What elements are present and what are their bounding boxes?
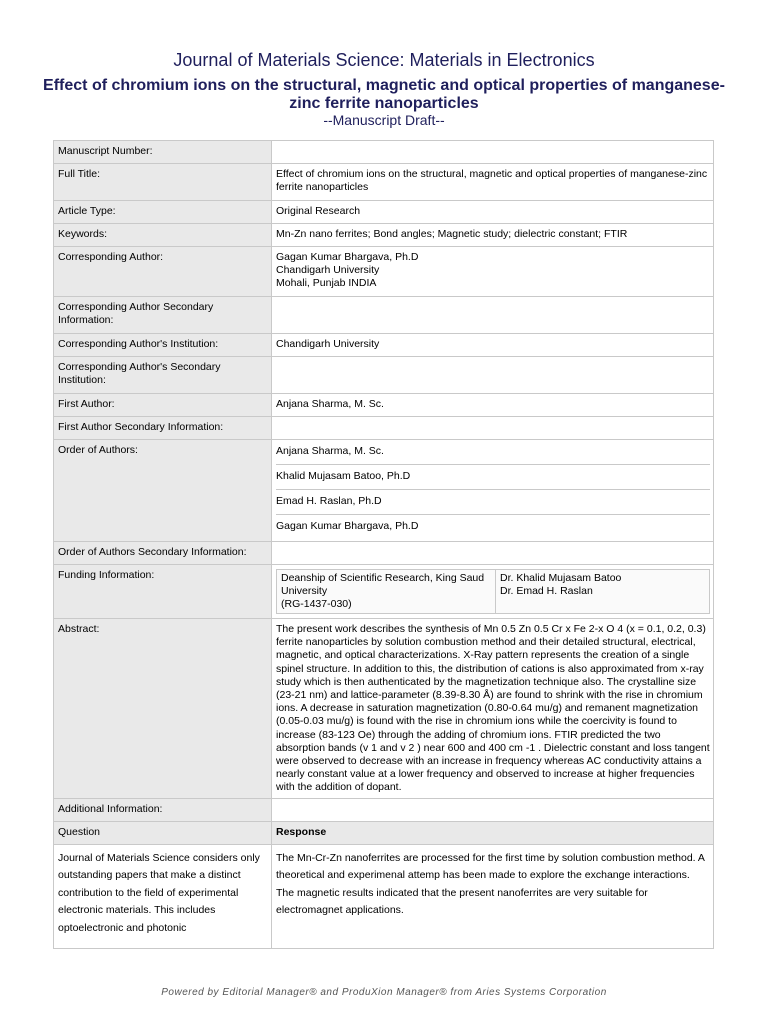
- grant-number: (RG-1437-030): [281, 598, 352, 610]
- value-corr-institution: Chandigarh University: [272, 334, 714, 357]
- row-order-secondary: [54, 542, 714, 565]
- label-keywords: Keywords:: [54, 224, 272, 247]
- footer-credit: Powered by Editorial Manager® and ProduXion Manager® from Aries Systems Corporation: [161, 987, 607, 998]
- value-order-secondary: [272, 542, 714, 565]
- author-item: Emad H. Raslan, Ph.D: [276, 490, 710, 515]
- journal-name: Journal of Materials Science: Materials in Electronics: [173, 50, 595, 70]
- label-additional: Additional Information:: [54, 798, 272, 821]
- corr-author-location: Mohali, Punjab INDIA: [276, 277, 377, 289]
- author-item: Khalid Mujasam Batoo, Ph.D: [276, 465, 710, 490]
- recipient-cell: [496, 570, 710, 614]
- response-header: Response: [272, 821, 714, 844]
- question-text: Journal of Materials Science considers only outstanding papers that make a distinct contribution to the field of experimental electronic materials. This includes optoelectronic and photonic: [54, 844, 272, 948]
- row-corr-sec-institution: [54, 357, 714, 394]
- draft-label: --Manuscript Draft--: [323, 112, 445, 128]
- value-first-author: Anjana Sharma, M. Sc.: [272, 394, 714, 417]
- row-full-title: [54, 164, 714, 201]
- value-keywords: Mn-Zn nano ferrites; Bond angles; Magnetic study; dielectric constant; FTIR: [272, 224, 714, 247]
- recipient-1: Dr. Khalid Mujasam Batoo: [500, 572, 622, 584]
- value-funding: [272, 565, 714, 619]
- value-full-title: Effect of chromium ions on the structural, magnetic and optical properties of manganese-zinc ferrite nanoparticles: [272, 164, 714, 201]
- funding-table: [276, 569, 710, 614]
- row-corr-secondary: [54, 297, 714, 334]
- row-corr-institution: [54, 334, 714, 357]
- value-additional: [272, 798, 714, 821]
- row-keywords: [54, 224, 714, 247]
- label-abstract: Abstract:: [54, 619, 272, 799]
- submission-table: [53, 140, 714, 949]
- funder-cell: [277, 570, 496, 614]
- row-abstract: [54, 619, 714, 799]
- label-corr-secondary: Corresponding Author Secondary Information:: [54, 297, 272, 334]
- response-text: The Mn-Cr-Zn nanoferrites are processed for the first time by solution combustion method. A theoretical and experimenal attemp has been made to explore the exchange interactions. The magnetic results indicated that the present nanoferrites are very suitable for electromagnet applications.: [272, 844, 714, 948]
- label-manuscript-number: Manuscript Number:: [54, 141, 272, 164]
- value-abstract: The present work describes the synthesis of Mn 0.5 Zn 0.5 Cr x Fe 2-x O 4 (x = 0.1, 0.2, 0.3) ferrite nanoparticles by solution combustion method and their detailed structural, electrical, magnetic, and optical characterizations. X-Ray pattern represents the creation of a single spinel structure. In addition to this, the distribution of cations is also approximated from x-ray study which is then authenticated by the magnetization technique also. The crystalline size (23-21 nm) and lattice-parameter (8.39-8.30 Å) are found to shrink with the rise in chromium ions. A decrease in saturation magnetization (0.80-0.64 mu/g) and remanent magnetization (0.05-0.03 mu/g) is found with the rise in chromium ions while the coercivity is found to increase (83-123 Oe) through the adding of chromium ions. FTIR predicted the two absorption bands (v 1 and v 2 ) near 600 and 400 cm -1 . Dielectric constant and loss tangent were observed to decrease with an increase in frequency whereas AC conductivity attains a nearly constant value at a lower frequency and observed to increase at higher frequencies with the addition of dopant.: [272, 619, 714, 799]
- row-first-author: [54, 394, 714, 417]
- value-article-type: Original Research: [272, 201, 714, 224]
- row-additional: [54, 798, 714, 821]
- corr-author-name: Gagan Kumar Bhargava, Ph.D: [276, 251, 419, 263]
- row-qa-header: [54, 821, 714, 844]
- label-first-author-secondary: First Author Secondary Information:: [54, 417, 272, 440]
- label-order-secondary: Order of Authors Secondary Information:: [54, 542, 272, 565]
- recipient-2: Dr. Emad H. Raslan: [500, 585, 593, 597]
- value-order-of-authors: [272, 440, 714, 542]
- value-first-author-secondary: [272, 417, 714, 440]
- value-corresponding-author: [272, 247, 714, 297]
- row-manuscript-number: [54, 141, 714, 164]
- author-item: Gagan Kumar Bhargava, Ph.D: [276, 520, 419, 532]
- funder-name: Deanship of Scientific Research, King Saud University: [281, 572, 485, 597]
- label-full-title: Full Title:: [54, 164, 272, 201]
- label-article-type: Article Type:: [54, 201, 272, 224]
- row-qa: [54, 844, 714, 948]
- label-corr-sec-institution: Corresponding Author's Secondary Institution:: [54, 357, 272, 394]
- row-funding: [54, 565, 714, 619]
- row-first-author-secondary: [54, 417, 714, 440]
- label-funding: Funding Information:: [54, 565, 272, 619]
- label-corr-institution: Corresponding Author's Institution:: [54, 334, 272, 357]
- label-corresponding-author: Corresponding Author:: [54, 247, 272, 297]
- label-first-author: First Author:: [54, 394, 272, 417]
- question-header: Question: [54, 821, 272, 844]
- value-corr-secondary: [272, 297, 714, 334]
- manuscript-title: Effect of chromium ions on the structural, magnetic and optical properties of manganese-zinc ferrite nanoparticles: [43, 77, 725, 112]
- value-manuscript-number: [272, 141, 714, 164]
- value-corr-sec-institution: [272, 357, 714, 394]
- author-item: Anjana Sharma, M. Sc.: [276, 440, 710, 465]
- label-order-of-authors: Order of Authors:: [54, 440, 272, 542]
- corr-author-university: Chandigarh University: [276, 264, 380, 276]
- row-order-of-authors: [54, 440, 714, 542]
- row-article-type: [54, 201, 714, 224]
- row-corresponding-author: [54, 247, 714, 297]
